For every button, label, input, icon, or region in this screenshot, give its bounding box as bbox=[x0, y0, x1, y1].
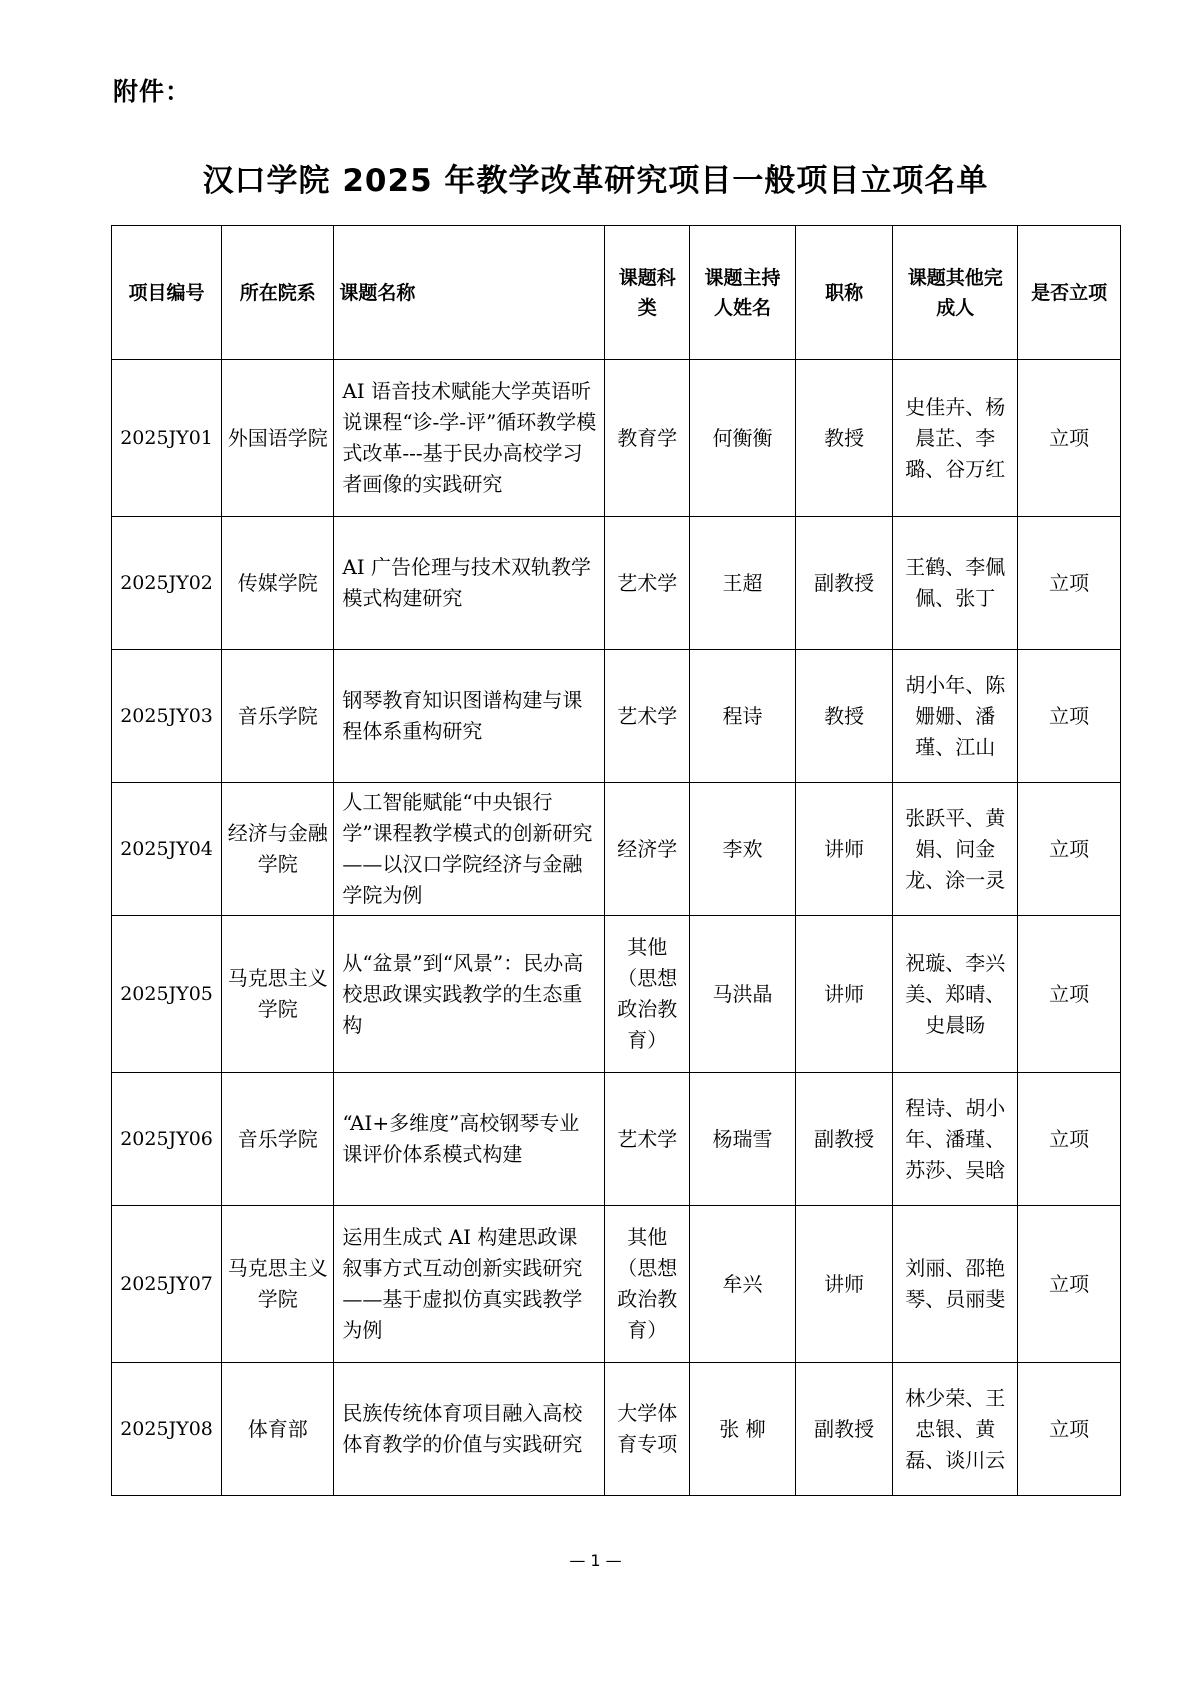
cell-others: 祝璇、李兴美、郑晴、史晨旸 bbox=[893, 916, 1018, 1073]
cell-title: 民族传统体育项目融入高校体育教学的价值与实践研究 bbox=[334, 1363, 605, 1496]
header-approved: 是否立项 bbox=[1018, 226, 1121, 360]
table-row bbox=[112, 1363, 1121, 1496]
project-list-table bbox=[111, 225, 1121, 1496]
cell-host: 李欢 bbox=[690, 783, 796, 916]
cell-approved: 立项 bbox=[1018, 360, 1121, 517]
cell-rank: 副教授 bbox=[795, 1363, 892, 1496]
cell-department: 音乐学院 bbox=[222, 1073, 334, 1206]
cell-approved: 立项 bbox=[1018, 1206, 1121, 1363]
cell-rank: 讲师 bbox=[795, 783, 892, 916]
cell-rank: 副教授 bbox=[795, 517, 892, 650]
table-row bbox=[112, 650, 1121, 783]
header-category: 课题科类 bbox=[605, 226, 690, 360]
cell-approved: 立项 bbox=[1018, 1363, 1121, 1496]
cell-others: 王鹤、李佩佩、张丁 bbox=[893, 517, 1018, 650]
cell-project-code: 2025JY06 bbox=[112, 1073, 222, 1206]
cell-title: 运用生成式 AI 构建思政课叙事方式互动创新实践研究——基于虚拟仿真实践教学为例 bbox=[334, 1206, 605, 1363]
cell-project-code: 2025JY02 bbox=[112, 517, 222, 650]
cell-rank: 讲师 bbox=[795, 1206, 892, 1363]
cell-department: 经济与金融学院 bbox=[222, 783, 334, 916]
attachment-label: 附件： bbox=[113, 77, 192, 106]
cell-others: 林少荣、王忠银、黄磊、谈川云 bbox=[893, 1363, 1018, 1496]
cell-title: 从“盆景”到“风景”：民办高校思政课实践教学的生态重构 bbox=[334, 916, 605, 1073]
cell-project-code: 2025JY04 bbox=[112, 783, 222, 916]
cell-approved: 立项 bbox=[1018, 916, 1121, 1073]
header-department: 所在院系 bbox=[222, 226, 334, 360]
cell-title: AI 广告伦理与技术双轨教学模式构建研究 bbox=[334, 517, 605, 650]
cell-category: 艺术学 bbox=[605, 1073, 690, 1206]
cell-category: 教育学 bbox=[605, 360, 690, 517]
cell-host: 杨瑞雪 bbox=[690, 1073, 796, 1206]
cell-category: 其他（思想政治教育） bbox=[605, 1206, 690, 1363]
cell-rank: 教授 bbox=[795, 650, 892, 783]
cell-department: 传媒学院 bbox=[222, 517, 334, 650]
header-others: 课题其他完成人 bbox=[893, 226, 1018, 360]
cell-approved: 立项 bbox=[1018, 517, 1121, 650]
cell-others: 胡小年、陈姗姗、潘瑾、江山 bbox=[893, 650, 1018, 783]
header-title: 课题名称 bbox=[334, 226, 605, 360]
header-host: 课题主持人姓名 bbox=[690, 226, 796, 360]
cell-category: 艺术学 bbox=[605, 517, 690, 650]
cell-approved: 立项 bbox=[1018, 783, 1121, 916]
table-row bbox=[112, 1206, 1121, 1363]
cell-category: 大学体育专项 bbox=[605, 1363, 690, 1496]
cell-others: 张跃平、黄娟、问金龙、涂一灵 bbox=[893, 783, 1018, 916]
cell-host: 牟兴 bbox=[690, 1206, 796, 1363]
table-row bbox=[112, 783, 1121, 916]
table-row bbox=[112, 360, 1121, 517]
cell-others: 刘丽、邵艳琴、员丽斐 bbox=[893, 1206, 1018, 1363]
header-project-code: 项目编号 bbox=[112, 226, 222, 360]
cell-title: 人工智能赋能“中央银行学”课程教学模式的创新研究——以汉口学院经济与金融学院为例 bbox=[334, 783, 605, 916]
table-row bbox=[112, 916, 1121, 1073]
cell-department: 马克思主义学院 bbox=[222, 916, 334, 1073]
cell-title: “AI+多维度”高校钢琴专业课评价体系模式构建 bbox=[334, 1073, 605, 1206]
cell-project-code: 2025JY07 bbox=[112, 1206, 222, 1363]
cell-rank: 讲师 bbox=[795, 916, 892, 1073]
cell-category: 其他（思想政治教育） bbox=[605, 916, 690, 1073]
cell-project-code: 2025JY08 bbox=[112, 1363, 222, 1496]
table-header-row bbox=[112, 226, 1121, 360]
cell-host: 王超 bbox=[690, 517, 796, 650]
cell-host: 张 柳 bbox=[690, 1363, 796, 1496]
cell-others: 史佳卉、杨晨芷、李璐、谷万红 bbox=[893, 360, 1018, 517]
table-row bbox=[112, 1073, 1121, 1206]
header-rank: 职称 bbox=[795, 226, 892, 360]
page-number: — 1 — bbox=[569, 1551, 622, 1570]
cell-department: 体育部 bbox=[222, 1363, 334, 1496]
cell-title: 钢琴教育知识图谱构建与课程体系重构研究 bbox=[334, 650, 605, 783]
cell-rank: 教授 bbox=[795, 360, 892, 517]
cell-department: 外国语学院 bbox=[222, 360, 334, 517]
cell-project-code: 2025JY03 bbox=[112, 650, 222, 783]
cell-approved: 立项 bbox=[1018, 1073, 1121, 1206]
cell-category: 艺术学 bbox=[605, 650, 690, 783]
table-row bbox=[112, 517, 1121, 650]
cell-host: 程诗 bbox=[690, 650, 796, 783]
cell-department: 马克思主义学院 bbox=[222, 1206, 334, 1363]
cell-department: 音乐学院 bbox=[222, 650, 334, 783]
cell-others: 程诗、胡小年、潘瑾、苏莎、吴晗 bbox=[893, 1073, 1018, 1206]
cell-title: AI 语音技术赋能大学英语听说课程“诊-学-评”循环教学模式改革---基于民办高校学习者画像的实践研究 bbox=[334, 360, 605, 517]
cell-rank: 副教授 bbox=[795, 1073, 892, 1206]
cell-project-code: 2025JY01 bbox=[112, 360, 222, 517]
document-title: 汉口学院 2025 年教学改革研究项目一般项目立项名单 bbox=[202, 163, 989, 199]
cell-category: 经济学 bbox=[605, 783, 690, 916]
cell-host: 马洪晶 bbox=[690, 916, 796, 1073]
cell-project-code: 2025JY05 bbox=[112, 916, 222, 1073]
cell-host: 何衡衡 bbox=[690, 360, 796, 517]
cell-approved: 立项 bbox=[1018, 650, 1121, 783]
